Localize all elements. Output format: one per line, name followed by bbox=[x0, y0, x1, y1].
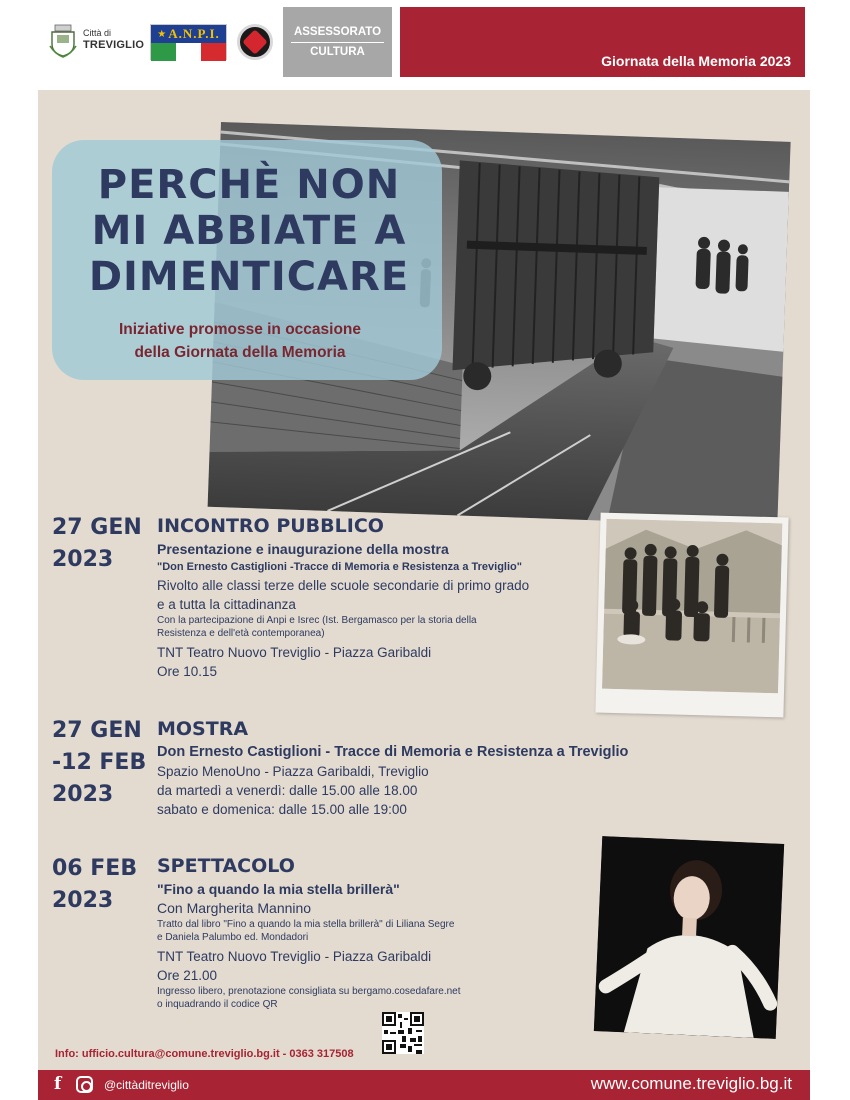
event-1-date bbox=[52, 512, 142, 576]
event-3-type: SPETTACOLO bbox=[157, 855, 295, 877]
event-3-venue: TNT Teatro Nuovo Treviglio - Piazza Garibaldi bbox=[157, 949, 432, 964]
event-3-booking-1: Ingresso libero, prenotazione consigliata su bergamo.cosedafare.net bbox=[157, 986, 461, 997]
website-link[interactable]: www.comune.treviglio.bg.it bbox=[590, 1074, 792, 1093]
assessorato-label: ASSESSORATO bbox=[291, 25, 384, 43]
event-1-venue: TNT Teatro Nuovo Treviglio - Piazza Garibaldi bbox=[157, 645, 432, 660]
cultura-label: CULTURA bbox=[310, 45, 365, 58]
star-icon: ★ bbox=[157, 28, 167, 40]
italian-flag-icon bbox=[151, 43, 226, 61]
historic-group-photo bbox=[595, 513, 788, 718]
event-2-hours-weekday: da martedì a venerdì: dalle 15.00 alle 18.00 bbox=[157, 783, 418, 798]
instagram-icon[interactable] bbox=[76, 1076, 93, 1093]
event-3-performer: Con Margherita Mannino bbox=[157, 900, 312, 916]
event-1-time: Ore 10.15 bbox=[157, 664, 218, 679]
citta-label: Città di bbox=[83, 28, 112, 38]
event-3-date bbox=[52, 853, 137, 917]
event-3-note-2: e Daniela Palumbo ed. Mondadori bbox=[157, 932, 309, 943]
event-2-date bbox=[52, 715, 146, 811]
actress-photo bbox=[594, 836, 784, 1039]
event-1-audience-1: Rivolto alle classi terze delle scuole secondarie di primo grado bbox=[157, 578, 530, 593]
event-1-details bbox=[157, 513, 597, 681]
citta-di-treviglio-logo bbox=[48, 22, 144, 58]
event-2-date-year: 2023 bbox=[52, 782, 114, 807]
page-subtitle bbox=[62, 318, 418, 364]
social-handle[interactable]: @cittàditreviglio bbox=[104, 1078, 189, 1092]
event-3-date-day: 06 FEB bbox=[52, 856, 138, 881]
event-1-note-1: Con la partecipazione di Anpi e Isrec (Ist. Bergamasco per la storia della bbox=[157, 615, 477, 626]
event-2-date-end: -12 FEB bbox=[52, 750, 147, 775]
anpi-logo bbox=[150, 24, 227, 60]
giornata-label: Giornata della Memoria 2023 bbox=[601, 53, 791, 69]
event-1-subtitle: Presentazione e inaugurazione della mostra bbox=[157, 541, 449, 557]
event-1-note-2: Resistenza e dell'età contemporanea) bbox=[157, 628, 325, 639]
event-3-date-year: 2023 bbox=[52, 888, 114, 913]
treviglio-label: TREVIGLIO bbox=[83, 38, 145, 51]
assessorato-cultura-box bbox=[283, 7, 392, 77]
anpi-label: A.N.P.I. bbox=[168, 26, 220, 41]
event-1-date-day: 27 GEN bbox=[52, 515, 142, 540]
event-2-date-start: 27 GEN bbox=[52, 718, 142, 743]
group-photo-illustration bbox=[602, 519, 782, 694]
subtitle-line-1: Iniziative promosse in occasione bbox=[118, 321, 362, 338]
giornata-banner bbox=[400, 7, 805, 77]
event-3-details bbox=[157, 853, 577, 1011]
event-2-venue: Spazio MenoUno - Piazza Garibaldi, Treviglio bbox=[157, 764, 429, 779]
event-2-details bbox=[157, 716, 757, 819]
event-3-subtitle: "Fino a quando la mia stella brillerà" bbox=[157, 881, 400, 897]
event-1-quote: "Don Ernesto Castiglioni -Tracce di Memoria e Resistenza a Treviglio" bbox=[157, 561, 522, 573]
isrec-logo bbox=[237, 24, 273, 60]
event-3-note-1: Tratto dal libro "Fino a quando la mia stella brillerà" di Liliana Segre bbox=[157, 919, 455, 930]
page-title: PERCHÈ NON MI ABBIATE A DIMENTICARE bbox=[88, 162, 410, 300]
event-1-date-year: 2023 bbox=[52, 547, 114, 572]
page-header bbox=[0, 0, 850, 88]
qr-code-icon[interactable] bbox=[382, 1012, 424, 1054]
subtitle-line-2: della Giornata della Memoria bbox=[134, 344, 346, 361]
event-2-type: MOSTRA bbox=[157, 718, 249, 740]
event-1-audience-2: e a tutta la cittadinanza bbox=[157, 597, 296, 612]
crest-icon bbox=[48, 22, 78, 58]
facebook-icon[interactable]: f bbox=[54, 1074, 62, 1094]
page-footer bbox=[38, 1070, 810, 1100]
contact-info[interactable]: Info: ufficio.cultura@comune.treviglio.bg.it - 0363 317508 bbox=[55, 1048, 354, 1060]
event-3-time: Ore 21.00 bbox=[157, 968, 218, 983]
actress-illustration bbox=[594, 836, 784, 1039]
event-1-type: INCONTRO PUBBLICO bbox=[157, 515, 384, 537]
event-3-booking-2: o inquadrando il codice QR bbox=[157, 999, 278, 1010]
event-2-subtitle: Don Ernesto Castiglioni - Tracce di Memoria e Resistenza a Treviglio bbox=[157, 744, 629, 760]
event-2-hours-weekend: sabato e domenica: dalle 15.00 alle 19:00 bbox=[157, 802, 407, 817]
